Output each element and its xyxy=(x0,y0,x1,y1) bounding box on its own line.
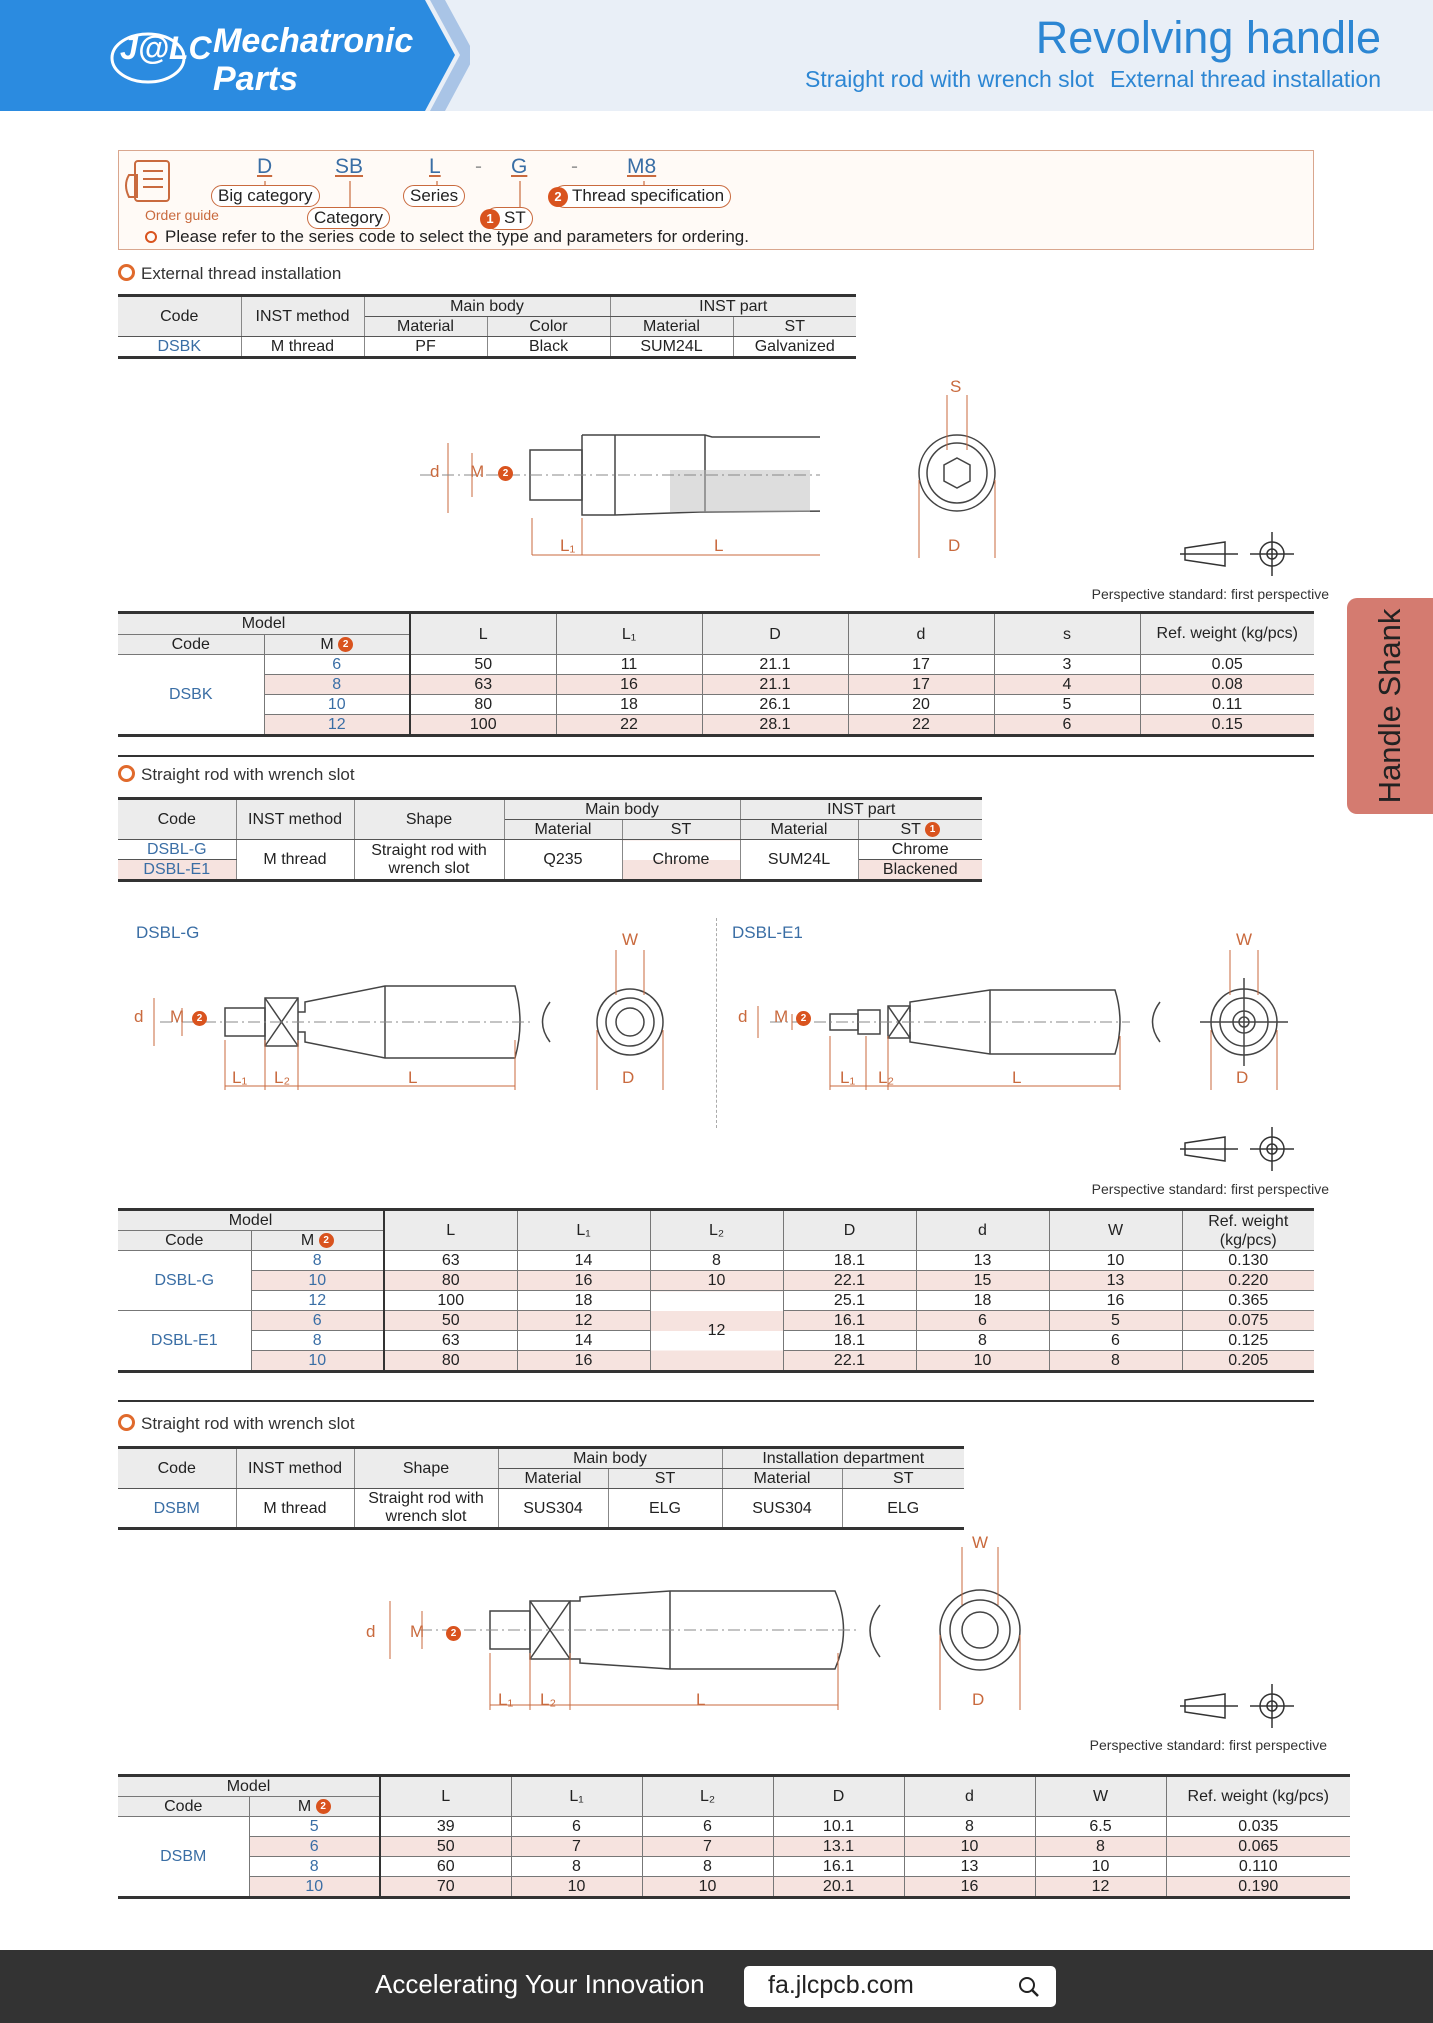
cell: 20.1 xyxy=(773,1877,904,1898)
cell-material: SUM24L xyxy=(740,840,858,881)
cell-material: Q235 xyxy=(504,840,622,881)
cell: 6.5 xyxy=(1035,1817,1166,1837)
cell: 63 xyxy=(384,1331,517,1351)
th-d: d xyxy=(916,1210,1049,1251)
cell: 13.1 xyxy=(773,1837,904,1857)
badge-1: 1 xyxy=(480,209,500,229)
th-code: Code xyxy=(118,296,241,337)
cell-shape: Straight rod with wrench slot xyxy=(354,1489,498,1529)
th-inst-method: INST method xyxy=(241,296,364,337)
cell: 22.1 xyxy=(783,1351,916,1372)
cell: 100 xyxy=(384,1291,517,1311)
footer-url-box[interactable] xyxy=(744,1966,1056,2007)
th-inst-part: INST part xyxy=(610,296,856,317)
th-code: Code xyxy=(118,634,264,655)
th-w: W xyxy=(1035,1776,1166,1817)
drawing-label-g: DSBL-G xyxy=(136,923,200,942)
cell: 10 xyxy=(1035,1857,1166,1877)
cell: 18 xyxy=(556,695,702,715)
cell: 6 xyxy=(1049,1331,1182,1351)
dim-d-outer: D xyxy=(1236,1068,1249,1087)
badge-2: 2 xyxy=(446,1626,461,1641)
th-weight: Ref. weight (kg/pcs) xyxy=(1182,1210,1314,1251)
th-l: L xyxy=(410,613,556,655)
dim-d: d xyxy=(134,1007,144,1026)
drawing-divider xyxy=(716,918,717,1128)
th-code: Code xyxy=(118,1231,251,1251)
cell-st: Galvanized xyxy=(733,337,856,358)
badge-2: 2 xyxy=(192,1011,207,1026)
th-l1: L₁ xyxy=(556,613,702,655)
th-m-label: M xyxy=(320,635,334,653)
cell: 7 xyxy=(642,1837,773,1857)
cell: 6 xyxy=(642,1817,773,1837)
cell: 8 xyxy=(1049,1351,1182,1372)
section2-spec-table xyxy=(118,797,982,882)
cell-inst: M thread xyxy=(241,337,364,358)
brand-name-line1: Mechatronic xyxy=(213,22,414,60)
cell: 14 xyxy=(517,1251,650,1271)
cell: 4 xyxy=(994,675,1140,695)
brand-name-line2: Parts xyxy=(213,60,299,98)
th-material: Material xyxy=(740,820,858,840)
badge-2: 2 xyxy=(338,637,353,652)
section3-data-table xyxy=(118,1774,1350,1899)
cell: 11 xyxy=(556,655,702,675)
cell: 21.1 xyxy=(702,655,848,675)
cell-code: DSBM xyxy=(118,1489,236,1529)
cell-material: PF xyxy=(364,337,487,358)
cell: 26.1 xyxy=(702,695,848,715)
dim-l: L xyxy=(714,536,724,555)
section3-heading: Straight rod with wrench slot xyxy=(118,1414,355,1434)
cell-l2: 10 xyxy=(650,1271,783,1291)
cell: 8 xyxy=(1035,1837,1166,1857)
cell: 3 xyxy=(994,655,1140,675)
cell: 12 xyxy=(517,1311,650,1331)
cell: 12 xyxy=(1035,1877,1166,1898)
drawing-label-e1: DSBL-E1 xyxy=(732,923,803,942)
th-model: Model xyxy=(118,613,410,635)
th-material: Material xyxy=(504,820,622,840)
badge-2: 2 xyxy=(316,1799,331,1814)
th-material: Material xyxy=(610,317,733,337)
cell: 10 xyxy=(642,1877,773,1898)
dim-l1: L₁ xyxy=(498,1690,514,1709)
cell: 0.08 xyxy=(1140,675,1314,695)
cell-material: SUM24L xyxy=(610,337,733,358)
th-shape: Shape xyxy=(354,1448,498,1489)
cell: 16 xyxy=(1049,1291,1182,1311)
th-s: s xyxy=(994,613,1140,655)
cell: 63 xyxy=(410,675,556,695)
th-st xyxy=(858,820,982,840)
cell-material: SUS304 xyxy=(498,1489,608,1529)
section2-heading: Straight rod with wrench slot xyxy=(118,765,355,785)
dim-l: L xyxy=(1012,1068,1022,1087)
order-guide-note-text: Please refer to the series code to select the type and parameters for ordering. xyxy=(165,227,749,246)
cell-m: 10 xyxy=(251,1351,384,1372)
th-model: Model xyxy=(118,1776,380,1797)
badge-2: 2 xyxy=(548,187,568,207)
dim-d: d xyxy=(738,1007,748,1026)
dim-l: L xyxy=(696,1690,706,1709)
section3-drawing xyxy=(360,1535,1040,1715)
th-code: Code xyxy=(118,1448,236,1489)
cell-m: 12 xyxy=(264,715,410,736)
cell: 17 xyxy=(848,675,994,695)
order-guide xyxy=(118,150,1314,250)
section1-data-table xyxy=(118,611,1314,737)
th-d-outer: D xyxy=(702,613,848,655)
th-l1: L₁ xyxy=(517,1210,650,1251)
dim-d: d xyxy=(366,1622,376,1641)
order-guide-label: Order guide xyxy=(145,207,219,223)
th-l1: L₁ xyxy=(511,1776,642,1817)
cell-m: 8 xyxy=(251,1251,384,1271)
section1-heading: External thread installation xyxy=(118,264,341,284)
footer-url[interactable]: fa.jlcpcb.com xyxy=(768,1971,914,1999)
dim-d-outer: D xyxy=(948,536,961,555)
cell: 50 xyxy=(384,1311,517,1331)
cell: 18.1 xyxy=(783,1331,916,1351)
cell: 16 xyxy=(904,1877,1035,1898)
perspective-note: Perspective standard: first perspective xyxy=(1089,1737,1327,1753)
cell: 0.130 xyxy=(1182,1251,1314,1271)
cell: 22 xyxy=(848,715,994,736)
subtitle-wrench-slot: Straight rod with wrench slot xyxy=(805,66,1094,92)
pill-thread-label: Thread specification xyxy=(572,186,725,205)
dim-w: W xyxy=(972,1533,989,1552)
section-divider xyxy=(118,1400,1314,1402)
cell: 14 xyxy=(517,1331,650,1351)
cell-code: DSBM xyxy=(118,1817,249,1898)
cell-code: DSBK xyxy=(118,337,241,358)
th-installation-dept: Installation department xyxy=(722,1448,964,1469)
cell: 16 xyxy=(556,675,702,695)
cell: 50 xyxy=(380,1837,511,1857)
cell-m: 5 xyxy=(249,1817,380,1837)
cell-st-e1: Blackened xyxy=(858,860,982,881)
perspective-note: Perspective standard: first perspective xyxy=(1091,586,1329,602)
section1-end-drawing xyxy=(905,390,1015,560)
dim-m: M xyxy=(170,1007,185,1026)
cell: 8 xyxy=(904,1817,1035,1837)
cell: 18 xyxy=(517,1291,650,1311)
side-tab[interactable] xyxy=(1347,598,1433,814)
section-divider xyxy=(118,755,1314,757)
cell: 6 xyxy=(994,715,1140,736)
cell-st: ELG xyxy=(842,1489,964,1529)
cell: 17 xyxy=(848,655,994,675)
cell: 5 xyxy=(1049,1311,1182,1331)
cell: 5 xyxy=(994,695,1140,715)
cell-m: 10 xyxy=(249,1877,380,1898)
cell: 80 xyxy=(384,1271,517,1291)
cell-shape: Straight rod with wrench slot xyxy=(354,840,504,881)
cell-m: 6 xyxy=(249,1837,380,1857)
cell-color: Black xyxy=(487,337,610,358)
cell: 10 xyxy=(916,1351,1049,1372)
th-main-body: Main body xyxy=(364,296,610,317)
cell: 6 xyxy=(511,1817,642,1837)
cell: 15 xyxy=(916,1271,1049,1291)
th-weight: Ref. weight (kg/pcs) xyxy=(1166,1776,1350,1817)
dim-l1: L₁ xyxy=(232,1068,248,1087)
cell: 13 xyxy=(916,1251,1049,1271)
projection-symbol-icon xyxy=(1180,1682,1295,1732)
cell: 80 xyxy=(410,695,556,715)
cell: 0.11 xyxy=(1140,695,1314,715)
cell: 60 xyxy=(380,1857,511,1877)
cell: 22.1 xyxy=(783,1271,916,1291)
cell-material: SUS304 xyxy=(722,1489,842,1529)
th-m-label: M xyxy=(300,1232,315,1249)
th-d-outer: D xyxy=(783,1210,916,1251)
badge-2: 2 xyxy=(498,466,513,481)
dim-d-outer: D xyxy=(972,1690,985,1709)
cell: 8 xyxy=(511,1857,642,1877)
search-icon[interactable] xyxy=(1018,1976,1040,1998)
perspective-note: Perspective standard: first perspective xyxy=(1091,1181,1329,1197)
order-dash: - xyxy=(475,155,482,178)
order-code-st: G xyxy=(511,155,528,178)
th-inst-method: INST method xyxy=(236,1448,354,1489)
section1-spec-table xyxy=(118,294,856,359)
cell: 8 xyxy=(916,1331,1049,1351)
cell: 0.220 xyxy=(1182,1271,1314,1291)
pill-big-category: Big category xyxy=(211,185,320,207)
th-l2: L₂ xyxy=(650,1210,783,1251)
th-d-outer: D xyxy=(773,1776,904,1817)
th-weight: Ref. weight (kg/pcs) xyxy=(1140,613,1314,655)
cell: 10 xyxy=(904,1837,1035,1857)
cell: 0.065 xyxy=(1166,1837,1350,1857)
cell-m: 12 xyxy=(251,1291,384,1311)
cell: 16.1 xyxy=(773,1857,904,1877)
dim-d-outer: D xyxy=(622,1068,635,1087)
th-color: Color xyxy=(487,317,610,337)
th-w: W xyxy=(1049,1210,1182,1251)
cell: 10.1 xyxy=(773,1817,904,1837)
order-guide-note xyxy=(145,227,749,247)
cell: 50 xyxy=(410,655,556,675)
th-inst-part: INST part xyxy=(740,799,982,820)
cell-st-g: Chrome xyxy=(858,840,982,860)
badge-2: 2 xyxy=(796,1011,811,1026)
dim-l2: L₂ xyxy=(274,1068,291,1087)
dim-m: M xyxy=(410,1622,425,1641)
cell: 0.205 xyxy=(1182,1351,1314,1372)
cell: 0.075 xyxy=(1182,1311,1314,1331)
th-model: Model xyxy=(118,1210,384,1231)
cell-code-e1: DSBL-E1 xyxy=(118,860,236,881)
cell-m: 8 xyxy=(249,1857,380,1877)
th-st-label: ST xyxy=(900,821,921,838)
cell-code-g: DSBL-G xyxy=(118,840,236,860)
cell: 21.1 xyxy=(702,675,848,695)
dim-w: W xyxy=(622,930,639,949)
cell: 80 xyxy=(384,1351,517,1372)
page-title: Revolving handle xyxy=(1035,12,1381,63)
th-l: L xyxy=(380,1776,511,1817)
cell: 70 xyxy=(380,1877,511,1898)
th-shape: Shape xyxy=(354,799,504,840)
th-m xyxy=(264,634,410,655)
th-d: d xyxy=(848,613,994,655)
dim-l: L xyxy=(408,1068,418,1087)
cell-l2: 8 xyxy=(650,1251,783,1271)
th-material: Material xyxy=(364,317,487,337)
cell-code-e1: DSBL-E1 xyxy=(118,1311,251,1372)
cell: 7 xyxy=(511,1837,642,1857)
pill-series: Series xyxy=(403,185,465,207)
cell: 39 xyxy=(380,1817,511,1837)
order-code-big-category: D xyxy=(257,155,273,178)
cell: 28.1 xyxy=(702,715,848,736)
cell: 13 xyxy=(1049,1271,1182,1291)
cell-inst: M thread xyxy=(236,840,354,881)
th-l2: L₂ xyxy=(642,1776,773,1817)
section3-spec-table xyxy=(118,1446,964,1530)
dim-l1: L₁ xyxy=(560,536,576,555)
cell: 0.125 xyxy=(1182,1331,1314,1351)
cell-inst: M thread xyxy=(236,1489,354,1529)
cell: 0.15 xyxy=(1140,715,1314,736)
th-m-label: M xyxy=(297,1798,312,1815)
dim-l2: L₂ xyxy=(540,1690,557,1709)
cell-l2: 12 xyxy=(650,1291,783,1372)
cell: 16 xyxy=(517,1271,650,1291)
dim-w: W xyxy=(1236,930,1253,949)
dim-l1: L₁ xyxy=(840,1068,856,1087)
cell: 10 xyxy=(1049,1251,1182,1271)
cell: 63 xyxy=(384,1251,517,1271)
dim-l2: L₂ xyxy=(878,1068,895,1087)
cell-m: 6 xyxy=(251,1311,384,1331)
page-header xyxy=(0,0,1433,111)
cell: 100 xyxy=(410,715,556,736)
cell: 18.1 xyxy=(783,1251,916,1271)
pill-category: Category xyxy=(307,207,390,229)
th-code: Code xyxy=(118,1797,249,1817)
th-st: ST xyxy=(622,820,740,840)
cell-m: 10 xyxy=(264,695,410,715)
order-dash: - xyxy=(571,155,578,178)
th-st: ST xyxy=(733,317,856,337)
cell-code-g: DSBL-G xyxy=(118,1251,251,1311)
cell: 18 xyxy=(916,1291,1049,1311)
bullet-icon xyxy=(145,231,157,243)
cell: 16.1 xyxy=(783,1311,916,1331)
order-code-thread: M8 xyxy=(627,155,657,178)
th-code: Code xyxy=(118,799,236,840)
cell-m: 6 xyxy=(264,655,410,675)
cell: 10 xyxy=(511,1877,642,1898)
cell: 0.035 xyxy=(1166,1817,1350,1837)
cell: 20 xyxy=(848,695,994,715)
badge-1: 1 xyxy=(925,822,940,837)
cell: 6 xyxy=(916,1311,1049,1331)
cell-st: Chrome xyxy=(622,840,740,881)
dim-d: d xyxy=(430,462,440,481)
th-main-body: Main body xyxy=(498,1448,722,1469)
side-tab-label: Handle Shank xyxy=(1372,608,1407,804)
th-material: Material xyxy=(498,1469,608,1489)
order-code-category: SB xyxy=(335,155,364,178)
th-material: Material xyxy=(722,1469,842,1489)
th-m xyxy=(251,1231,384,1251)
cell-st: ELG xyxy=(608,1489,722,1529)
footer xyxy=(0,1950,1433,2023)
th-m xyxy=(249,1797,380,1817)
dim-s: S xyxy=(950,377,962,396)
cell-m: 8 xyxy=(264,675,410,695)
cell: 8 xyxy=(642,1857,773,1877)
pill-thread-spec xyxy=(553,185,731,208)
cell: 0.05 xyxy=(1140,655,1314,675)
cell: 16 xyxy=(517,1351,650,1372)
subtitle-external-thread: External thread installation xyxy=(1109,66,1381,92)
cell: 0.190 xyxy=(1166,1877,1350,1898)
cell: 22 xyxy=(556,715,702,736)
logo: J@LC xyxy=(120,30,212,66)
projection-symbol-icon xyxy=(1180,530,1295,580)
cell: 25.1 xyxy=(783,1291,916,1311)
cell-m: 8 xyxy=(251,1331,384,1351)
dim-m: M xyxy=(774,1007,789,1026)
order-code-series: L xyxy=(429,155,441,178)
pill-st-label: ST xyxy=(504,208,526,227)
cell-code: DSBK xyxy=(118,655,264,736)
th-inst-method: INST method xyxy=(236,799,354,840)
projection-symbol-icon xyxy=(1180,1125,1295,1175)
page-subtitle xyxy=(789,66,1381,93)
th-st: ST xyxy=(608,1469,722,1489)
th-l: L xyxy=(384,1210,517,1251)
section2-data-table xyxy=(118,1208,1314,1373)
cell-m: 10 xyxy=(251,1271,384,1291)
cell: 0.110 xyxy=(1166,1857,1350,1877)
th-main-body: Main body xyxy=(504,799,740,820)
th-st: ST xyxy=(842,1469,964,1489)
cell: 13 xyxy=(904,1857,1035,1877)
footer-tagline: Accelerating Your Innovation xyxy=(375,1969,705,1999)
cell: 0.365 xyxy=(1182,1291,1314,1311)
badge-2: 2 xyxy=(319,1233,334,1248)
dim-m: M xyxy=(470,462,485,481)
th-d: d xyxy=(904,1776,1035,1817)
